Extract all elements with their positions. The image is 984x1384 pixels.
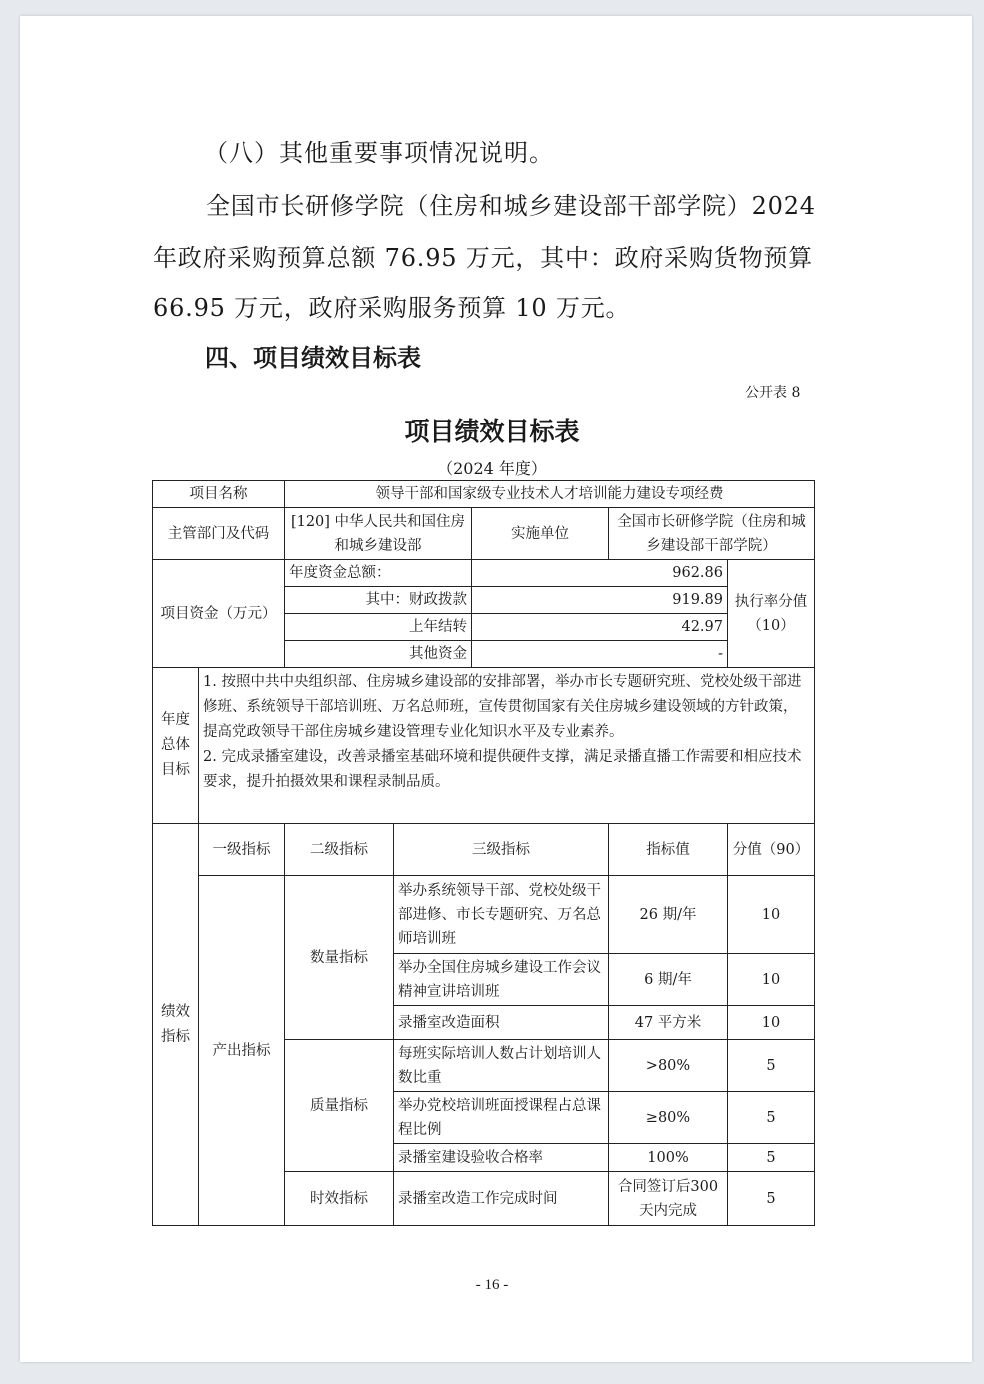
sub-heading: （八）其他重要事项情况说明。 [204,139,554,167]
performance-table [152,480,815,1226]
project-name-label: 项目名称 [153,481,285,508]
indicator-name: 录播室改造工作完成时间 [394,1172,609,1226]
section-heading: 四、项目绩效目标表 [205,344,421,372]
indicator-value: 47 平方米 [609,1006,728,1040]
funds-label: 项目资金（万元） [153,560,285,668]
funds-item-label: 其中：财政拨款 [285,587,472,614]
indicator-score: 5 [728,1172,815,1226]
indicator-name: 举办党校培训班面授课程占总课程比例 [394,1092,609,1144]
funds-row [153,560,815,587]
indicator-value: >80% [609,1040,728,1092]
annual-goal-row [153,668,815,824]
indicator-score: 5 [728,1092,815,1144]
execution-rate-label: 执行率分值（10） [728,560,815,668]
header-level3: 三级指标 [394,824,609,876]
paragraph-line: 66.95 万元，政府采购服务预算 10 万元。 [153,294,631,322]
indicator-name: 录播室建设验收合格率 [394,1144,609,1172]
funds-item-label: 上年结转 [285,614,472,641]
level2-timeliness: 时效指标 [285,1172,394,1226]
indicator-score: 10 [728,1006,815,1040]
level2-quality: 质量指标 [285,1040,394,1172]
indicator-score: 5 [728,1144,815,1172]
project-name-value: 领导干部和国家级专业技术人才培训能力建设专项经费 [285,481,815,508]
indicator-name: 录播室改造面积 [394,1006,609,1040]
indicator-row [153,876,815,954]
header-level1: 一级指标 [199,824,285,876]
header-score: 分值（90） [728,824,815,876]
funds-item-value: 42.97 [472,614,728,641]
funds-item-value: - [472,641,728,668]
page-number: - 16 - [475,1277,509,1293]
annual-goal-label: 年度总体目标 [153,668,199,824]
level2-quantity: 数量指标 [285,876,394,1040]
implementing-unit-label: 实施单位 [472,508,609,560]
header-value: 指标值 [609,824,728,876]
funds-item-value: 962.86 [472,560,728,587]
funds-item-value: 919.89 [472,587,728,614]
annual-goal-item: 2. 完成录播室建设，改善录播室基础环境和提供硬件支撑，满足录播直播工作需要和相应技术要求，提升拍摄效果和课程录制品质。 [203,749,802,790]
project-name-row [153,481,815,508]
indicator-score: 10 [728,876,815,954]
annual-goal-text [199,668,815,824]
department-label: 主管部门及代码 [153,508,285,560]
indicators-label: 绩效指标 [153,824,199,1226]
indicator-score: 5 [728,1040,815,1092]
table-tag: 公开表 8 [745,385,801,401]
indicator-score: 10 [728,954,815,1006]
indicator-value: ≥80% [609,1092,728,1144]
paragraph-line: 年政府采购预算总额 76.95 万元，其中：政府采购货物预算 [153,244,813,272]
indicator-value: 合同签订后300 天内完成 [609,1172,728,1226]
paragraph-line: 全国市长研修学院（住房和城乡建设部干部学院）2024 [206,192,816,220]
indicator-name: 举办全国住房城乡建设工作会议精神宣讲培训班 [394,954,609,1006]
funds-item-label: 其他资金 [285,641,472,668]
indicator-name: 每班实际培训人数占计划培训人数比重 [394,1040,609,1092]
indicator-value: 6 期/年 [609,954,728,1006]
funds-item-label: 年度资金总额： [285,560,472,587]
implementing-unit-value: 全国市长研修学院（住房和城乡建设部干部学院） [609,508,815,560]
indicator-value: 100% [609,1144,728,1172]
table-year: （2024 年度） [437,459,547,478]
indicator-value: 26 期/年 [609,876,728,954]
table-title: 项目绩效目标表 [404,417,580,446]
department-row [153,508,815,560]
annual-goal-item: 1. 按照中共中央组织部、住房城乡建设部的安排部署，举办市长专题研究班、党校处级干部进修班、系统领导干部培训班、万名总师班，宣传贯彻国家有关住房城乡建设领域的方针政策，提高党政领导干部住房城乡建设管理专业化知识水平及专业素养。 [203,674,802,740]
header-level2: 二级指标 [285,824,394,876]
department-value: [120] 中华人民共和国住房和城乡建设部 [285,508,472,560]
level1-output: 产出指标 [199,876,285,1226]
indicator-name: 举办系统领导干部、党校处级干部进修、市长专题研究、万名总师培训班 [394,876,609,954]
indicators-header-row [153,824,815,876]
